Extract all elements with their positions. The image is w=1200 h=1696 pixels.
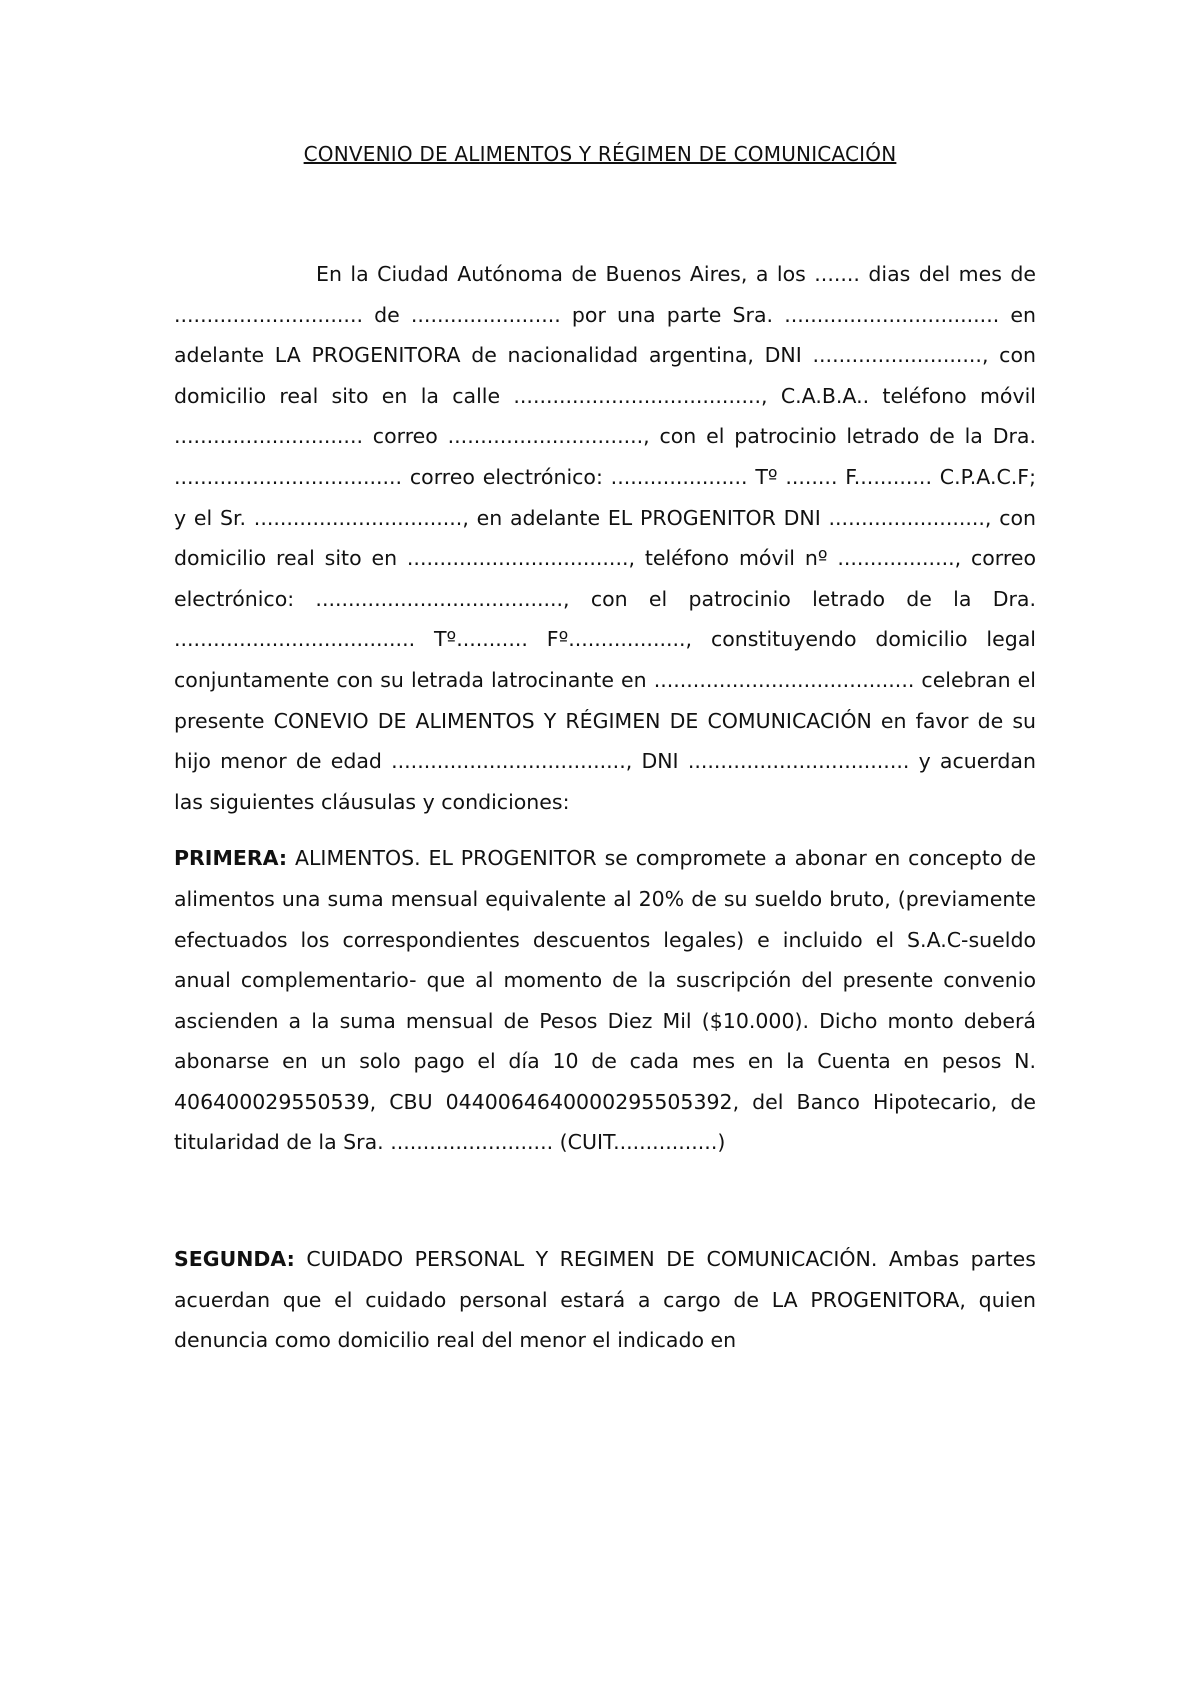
clause-text: ALIMENTOS. EL PROGENITOR se compromete a abonar en concepto de alimentos una suma mensual equivalente al 20% de su sueldo bruto, (previamente efectuados los correspondientes descuentos legales) e incluido el S.A.C-sueldo anual complementario- que al momento de la suscripción del presente convenio ascienden a la suma mensual de Pesos Diez Mil ($10.000). Dicho monto deberá abonarse en un solo pago el día 10 de cada mes en la Cuenta en pesos N. 406400029550539, CBU 0440064640000295505392, del Banco Hipotecario, de titularidad de la Sra. ......................... (CUIT................) xyxy=(174,846,1036,1155)
document-title: CONVENIO DE ALIMENTOS Y RÉGIMEN DE COMUNICACIÓN xyxy=(303,142,897,166)
clause-primera xyxy=(174,838,1036,1163)
intro-paragraph: En la Ciudad Autónoma de Buenos Aires, a los ....... dias del mes de ............................. de ....................... por una parte Sra. ................................. en adelante LA PROGENITORA de nacionalidad argentina, DNI .........................., con domicilio real sito en la calle ......................................, C.A.B.A.. teléfono móvil ............................. correo .............................., con el patrocinio letrado de la Dra. ................................... correo electrónico: ..................... Tº ........ F............ C.P.A.C.F; y el Sr. ................................, en adelante EL PROGENITOR DNI ........................, con domicilio real sito en .................................., teléfono móvil nº .................., correo electrónico: ......................................, con el patrocinio letrado de la Dra. ..................................... Tº........... Fº.................., constituyendo domicilio legal conjuntamente con su letrada latrocinante en ........................................ celebran el presente CONEVIO DE ALIMENTOS Y RÉGIMEN DE COMUNICACIÓN en favor de su hijo menor de edad ...................................., DNI .................................. y acuerdan las siguientes cláusulas y condiciones: xyxy=(174,262,1036,814)
clause-text: CUIDADO PERSONAL Y REGIMEN DE COMUNICACIÓN. Ambas partes acuerdan que el cuidado personal estará a cargo de LA PROGENITORA, quien denuncia como domicilio real del menor el indicado en xyxy=(174,1247,1036,1353)
clause-heading: SEGUNDA: xyxy=(174,1247,295,1272)
clause-segunda xyxy=(174,1239,1036,1361)
document-body xyxy=(174,254,1036,1361)
clause-heading: PRIMERA: xyxy=(174,846,288,871)
